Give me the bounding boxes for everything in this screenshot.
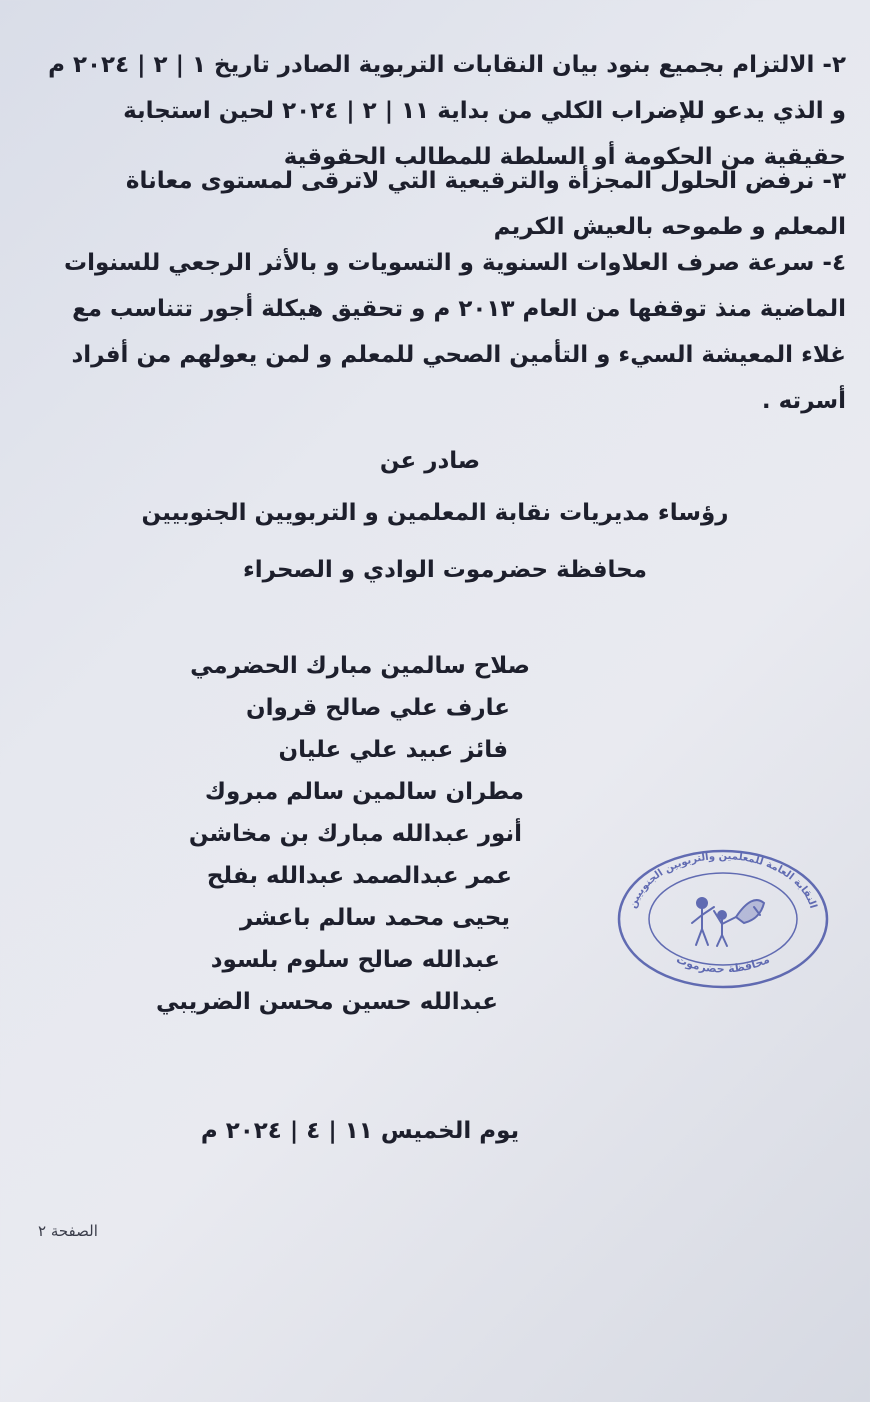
demand-item-2: ٢- الالتزام بجميع بنود بيان النقابات التربوية الصادر تاريخ ١ | ٢ | ٢٠٢٤ م و الذي يدعو للإضراب الكلي من بداية ١١ | ٢ | ٢٠٢٤ لحين استجابة حقيقية من الحكومة أو السلطة للمطالب الحقوقية bbox=[48, 52, 846, 170]
svg-text:النقابة العامة للمعلمين والترب: النقابة العامة للمعلمين والتربويين الجنوبيين bbox=[627, 850, 819, 910]
governorate-line: محافظة حضرموت الوادي و الصحراء bbox=[243, 557, 647, 583]
date-line: يوم الخميس ١١ | ٤ | ٢٠٢٤ م bbox=[200, 1118, 520, 1144]
svg-text:محافظة حضرموت: محافظة حضرموت bbox=[674, 952, 772, 976]
signatory-name: عمر عبدالصمد عبدالله بفلح bbox=[206, 863, 512, 889]
signatory-name: عبدالله صالح سلوم بلسود bbox=[210, 947, 500, 973]
signatory-name: عارف علي صالح قروان bbox=[246, 695, 510, 721]
signatory-name: يحيى محمد سالم باعشر bbox=[239, 905, 510, 931]
demand-item-3: ٣- نرفض الحلول المجزأة والترقيعية التي لاترقى لمستوى معاناة المعلم و طموحه بالعيش الكريم bbox=[125, 168, 846, 240]
page-number: الصفحة ٢ bbox=[38, 1222, 98, 1240]
issuer-title: رؤساء مديريات نقابة المعلمين و التربويين الجنوبيين bbox=[141, 500, 729, 526]
demand-item-4: ٤- سرعة صرف العلاوات السنوية و التسويات و بالأثر الرجعي للسنوات الماضية منذ توقفها من العام ٢٠١٣ م و تحقيق هيكلة أجور تتناسب مع غلاء المعيشة السيء و التأمين الصحي للمعلم و لمن يعولهم من أفراد أسرته . bbox=[63, 250, 846, 414]
signatories-list bbox=[155, 645, 530, 1023]
signatory-name: عبدالله حسين محسن الضريبي bbox=[155, 989, 498, 1015]
union-seal-stamp-icon bbox=[614, 845, 832, 990]
issued-by-heading: صادر عن bbox=[379, 448, 481, 474]
signatory-name: أنور عبدالله مبارك بن مخاشن bbox=[188, 821, 522, 847]
signatory-name: صلاح سالمين مبارك الحضرمي bbox=[190, 653, 530, 679]
signatory-name: فائز عبيد علي عليان bbox=[278, 737, 508, 763]
signatory-name: مطران سالمين سالم مبروك bbox=[204, 779, 524, 805]
